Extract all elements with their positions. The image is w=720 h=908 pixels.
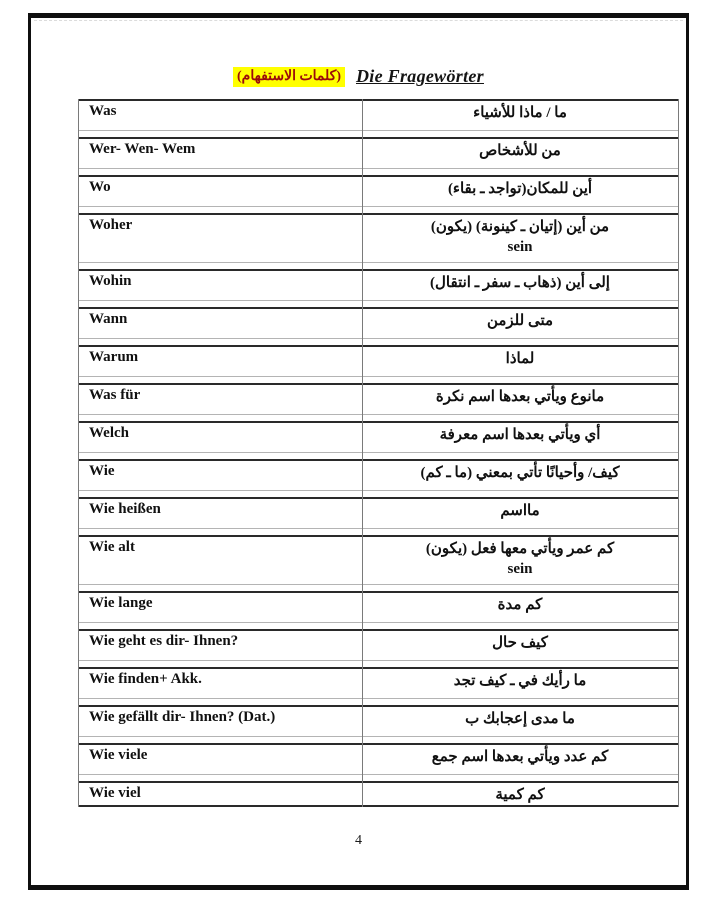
german-question-word: Wie lange: [89, 595, 153, 611]
german-question-word: Was für: [89, 387, 141, 403]
german-question-word: Wie: [89, 463, 115, 479]
page-number: 4: [355, 833, 362, 848]
german-question-word: Wie viel: [89, 785, 141, 801]
table-row: [79, 307, 678, 339]
arabic-explanation: إلى أين (ذهاب ـ سفر ـ انتقال): [430, 275, 610, 291]
german-question-word: Was: [89, 103, 117, 119]
german-question-word: Wie alt: [89, 539, 135, 555]
german-verb-note: sein: [507, 561, 533, 578]
table-row: [79, 781, 678, 807]
table-row: [79, 421, 678, 453]
table-row: [79, 175, 678, 207]
table-row: [79, 667, 678, 699]
table-row: [79, 591, 678, 623]
arabic-explanation: متى للزمن: [486, 313, 554, 329]
table-row: [79, 629, 678, 661]
german-question-word: Wie gefällt dir- Ihnen? (Dat.): [89, 709, 276, 725]
german-question-word: Wie geht es dir- Ihnen?: [89, 633, 239, 649]
german-question-word: Woher: [89, 217, 133, 233]
table-row: [79, 137, 678, 169]
german-question-word: Wo: [89, 179, 111, 195]
page-title: [31, 66, 686, 87]
arabic-explanation: كيف حال: [492, 635, 548, 651]
german-question-word: Wie viele: [89, 747, 148, 763]
arabic-explanation: كم عدد ويأتي بعدها اسم جمع: [431, 749, 609, 765]
german-verb-note: sein: [507, 239, 533, 256]
arabic-explanation: أين للمكان(تواجد ـ بقاء): [447, 181, 593, 197]
german-question-word: Wohin: [89, 273, 132, 289]
german-question-word: Welch: [89, 425, 129, 441]
german-question-word: Warum: [89, 349, 139, 365]
german-question-word: Wann: [89, 311, 128, 327]
page-border-frame: [28, 13, 689, 890]
arabic-explanation: ما / ماذا للأشياء: [473, 105, 567, 121]
arabic-explanation: كم مدة: [497, 597, 543, 613]
fragewoerter-table: [78, 99, 679, 807]
table-row: [79, 269, 678, 301]
arabic-explanation: لماذا: [505, 351, 535, 367]
table-row: [79, 497, 678, 529]
german-question-word: Wie heißen: [89, 501, 161, 517]
title-german-text: Die Fragewörter: [355, 66, 484, 86]
table-row: [79, 345, 678, 377]
arabic-explanation: كم عمر ويأتي معها فعل (يكون) sein: [362, 537, 678, 584]
arabic-explanation: أي ويأتي بعدها اسم معرفة: [439, 427, 601, 443]
table-row: [79, 743, 678, 775]
german-question-word: Wer- Wen- Wem: [89, 141, 196, 157]
table-row: [79, 99, 678, 131]
arabic-explanation: مانوع ويأتي بعدها اسم نكرة: [435, 389, 605, 405]
arabic-explanation: ما مدى إعجابك ب: [465, 711, 575, 727]
arabic-explanation: كم كمية: [495, 787, 545, 803]
arabic-explanation: مااسم: [500, 503, 540, 519]
title-arabic-highlight: (كلمات الاستفهام): [233, 67, 345, 87]
german-question-word: Wie finden+ Akk.: [89, 671, 202, 687]
table-row: [79, 383, 678, 415]
arabic-explanation: من للأشخاص: [479, 143, 561, 159]
table-row: [79, 213, 678, 263]
table-row: [79, 705, 678, 737]
table-column-divider: [362, 99, 363, 807]
arabic-explanation: ما رأيك في ـ كيف تجد: [453, 673, 587, 689]
table-row: [79, 459, 678, 491]
table-row: [79, 535, 678, 585]
arabic-explanation: كيف/ وأحيانًا تأتي بمعني (ما ـ كم): [420, 465, 620, 481]
arabic-explanation: من أين (إتيان ـ كينونة) (يكون) sein: [362, 215, 678, 262]
